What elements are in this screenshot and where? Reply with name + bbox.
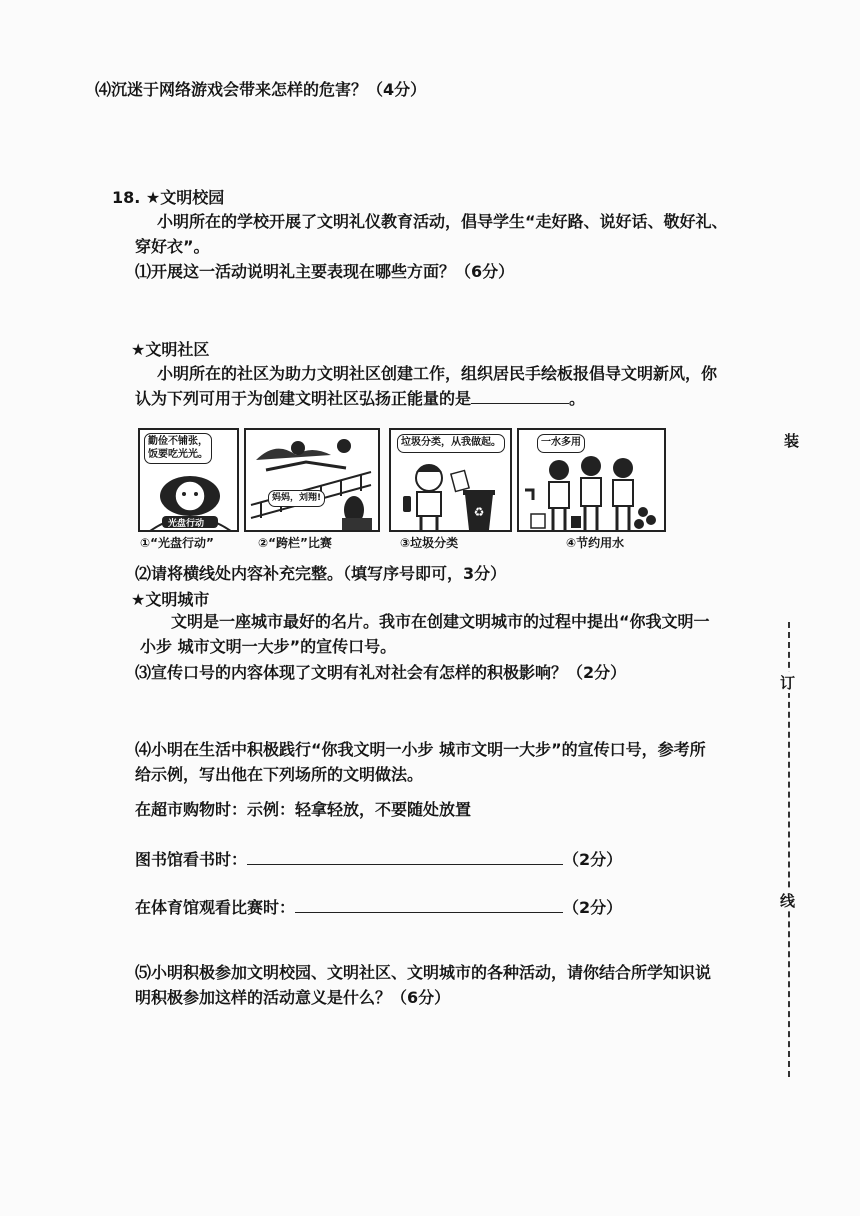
comic-panel-3 xyxy=(389,428,512,532)
supermarket-example: 在超市购物时：示例：轻拿轻放，不要随处放置 xyxy=(135,800,472,819)
library-label: 图书馆看书时： xyxy=(135,850,248,869)
stadium-answer-blank[interactable] xyxy=(295,898,563,913)
question-18-4-line-2: 给示例，写出他在下列场所的文明做法。 xyxy=(135,765,424,784)
stadium-label: 在体育馆观看比赛时： xyxy=(135,898,296,917)
answer-blank[interactable] xyxy=(471,389,569,404)
question-18-3: ⑶宣传口号的内容体现了文明有礼对社会有怎样的积极影响？（2分） xyxy=(135,663,627,682)
question-18-5-line-1: ⑸小明积极参加文明校园、文明社区、文明城市的各种活动，请你结合所学知识说 xyxy=(135,963,712,982)
comic-panel-2 xyxy=(244,428,380,532)
panel-4-caption: ④节约用水 xyxy=(566,536,625,550)
panel-1-caption: ①“光盘行动” xyxy=(140,536,214,550)
boy-recycling-illustration xyxy=(391,430,512,532)
community-text-post: 。 xyxy=(569,389,586,408)
stadium-score: （2分） xyxy=(563,898,623,917)
question-18-4-line-1: ⑷小明在生活中积极践行“你我文明一小步 城市文明一大步”的宣传口号，参考所 xyxy=(135,740,706,759)
question-17-4: ⑷沉迷于网络游戏会带来怎样的危害？（4分） xyxy=(95,80,427,99)
margin-char-top: 装 xyxy=(784,432,800,450)
panel-2-speech-bubble: 妈妈，刘翔! xyxy=(268,490,325,507)
city-text-line-2: 小步 城市文明一大步”的宣传口号。 xyxy=(140,637,397,656)
panel-3-speech-bubble: 垃圾分类，从我做起。 xyxy=(397,434,505,453)
margin-char-mid: 订 xyxy=(780,674,796,692)
panel-1-speech-bubble: 勤俭不铺张， 饭要吃光光。 xyxy=(144,433,212,464)
panel-3-caption: ③垃圾分类 xyxy=(400,536,459,550)
community-text-line-1: 小明所在的社区为助力文明社区创建工作，组织居民手绘板报倡导文明新风，你 xyxy=(157,364,718,383)
saving-water-illustration xyxy=(519,430,666,532)
comic-panel-1 xyxy=(138,428,239,532)
question-18-2: ⑵请将横线处内容补充完整。（填写序号即可，3分） xyxy=(135,564,507,583)
library-answer-blank[interactable] xyxy=(247,850,563,865)
community-text-line-2 xyxy=(135,389,585,408)
question-18-header: 18. ★文明校园 xyxy=(112,188,225,207)
city-header: ★文明城市 xyxy=(131,590,210,609)
question-18-1: ⑴开展这一活动说明礼主要表现在哪些方面？（6分） xyxy=(135,262,515,281)
library-answer-row xyxy=(135,850,622,869)
comic-panel-4 xyxy=(517,428,666,532)
panel-1-banner: 光盘行动 xyxy=(168,519,205,529)
city-text-line-1: 文明是一座城市最好的名片。我市在创建文明城市的过程中提出“你我文明一 xyxy=(171,612,710,631)
library-score: （2分） xyxy=(563,850,623,869)
panel-4-speech-bubble: 一水多用 xyxy=(537,434,585,453)
community-header: ★文明社区 xyxy=(131,340,210,359)
stadium-answer-row xyxy=(135,898,622,917)
hurdle-race-illustration xyxy=(246,430,380,532)
community-text-pre: 认为下列可用于为创建文明社区弘扬正能量的是 xyxy=(135,389,472,408)
campus-text-line-2: 穿好衣”。 xyxy=(135,237,210,256)
campus-text-line-1: 小明所在的学校开展了文明礼仪教育活动，倡导学生“走好路、说好话、敬好礼、 xyxy=(157,212,728,231)
question-18-5-line-2: 明积极参加这样的活动意义是什么？（6分） xyxy=(135,988,451,1007)
panel-2-caption: ②“跨栏”比赛 xyxy=(258,536,332,550)
margin-char-bottom: 线 xyxy=(780,892,796,910)
svg-text:♻: ♻ xyxy=(473,505,485,519)
